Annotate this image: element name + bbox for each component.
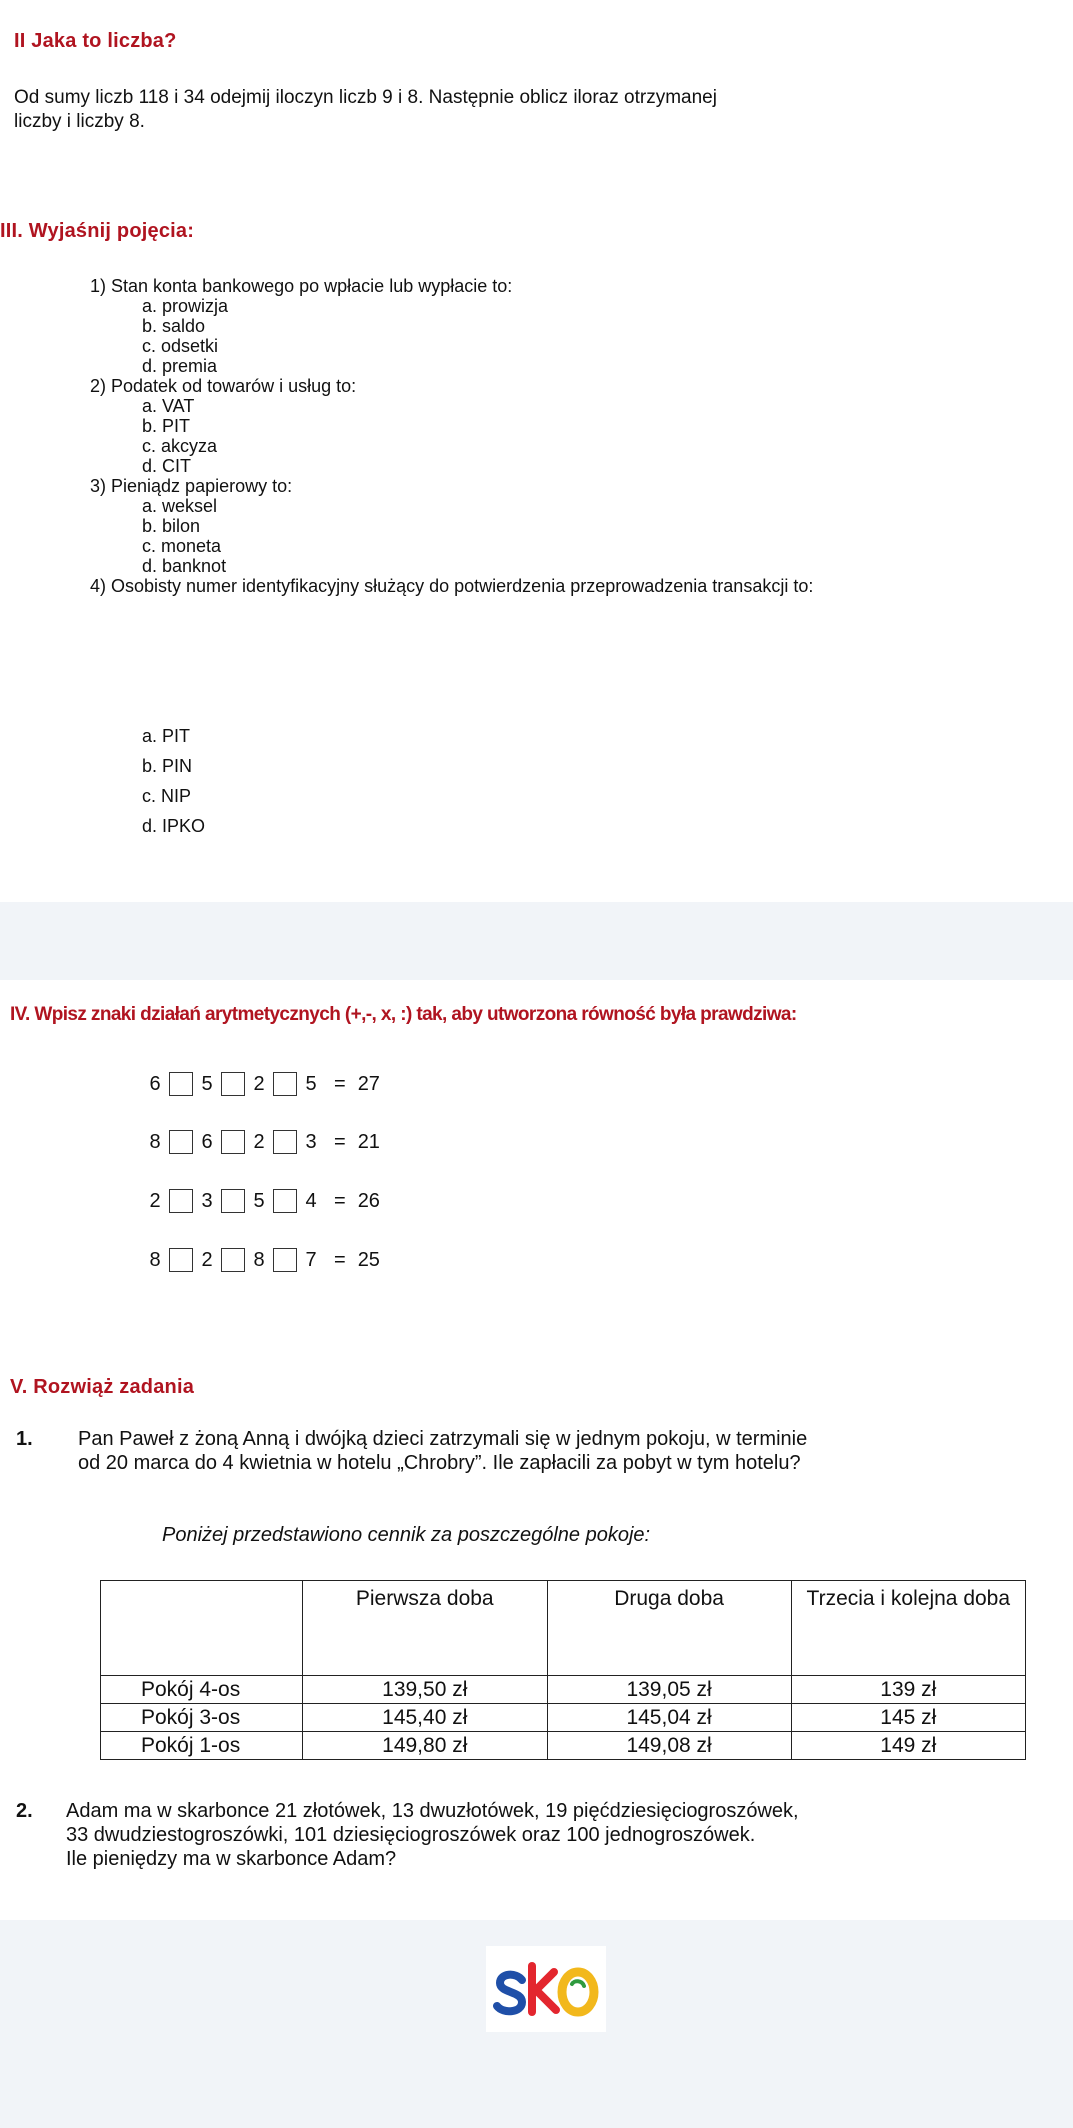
equation-3 bbox=[146, 1183, 380, 1219]
question-2-option-b: b. PIT bbox=[142, 416, 191, 436]
sko-logo-graphic bbox=[486, 1946, 606, 2032]
task-1-line-1: Pan Paweł z żoną Anną i dwójką dzieci zatrzymali się w jednym pokoju, w terminie bbox=[78, 1428, 808, 1450]
equation-3-number-3: 5 bbox=[253, 1189, 265, 1212]
equation-3-equals: = bbox=[334, 1189, 346, 1212]
equation-4-number-2: 2 bbox=[201, 1248, 213, 1271]
equation-2 bbox=[146, 1124, 380, 1160]
question-2-option-a: a. VAT bbox=[142, 396, 195, 416]
equation-2-operator-box-2[interactable] bbox=[221, 1130, 245, 1154]
question-2-option-c: c. akcyza bbox=[142, 436, 218, 456]
price-table bbox=[100, 1580, 1026, 1760]
room-label: Pokój 3-os bbox=[101, 1704, 303, 1732]
table-row bbox=[101, 1704, 1026, 1732]
price-table-header-third-night: Trzecia i kolejna doba bbox=[791, 1581, 1025, 1676]
section-2-heading: II Jaka to liczba? bbox=[14, 30, 177, 52]
equation-4-operator-box-2[interactable] bbox=[221, 1248, 245, 1272]
question-3-option-b: b. bilon bbox=[142, 516, 201, 536]
price-cell: 149 zł bbox=[791, 1732, 1025, 1760]
equation-4-equals: = bbox=[334, 1248, 346, 1271]
equation-2-equals: = bbox=[334, 1130, 346, 1153]
equation-1-result: 27 bbox=[357, 1072, 380, 1095]
room-label: Pokój 1-os bbox=[101, 1732, 303, 1760]
price-cell: 139 zł bbox=[791, 1676, 1025, 1704]
equation-3-number-1: 2 bbox=[149, 1189, 161, 1212]
price-cell: 145 zł bbox=[791, 1704, 1025, 1732]
task-2-line-2: 33 dwudziestogroszówki, 101 dziesięciogroszówek oraz 100 jednogroszówek. bbox=[66, 1824, 756, 1846]
table-row bbox=[101, 1676, 1026, 1704]
section-2-text-line-1: Od sumy liczb 118 i 34 odejmij iloczyn liczb 9 i 8. Następnie oblicz iloraz otrzymanej bbox=[14, 87, 717, 108]
equation-2-number-2: 6 bbox=[201, 1130, 213, 1153]
question-4-option-b: b. PIN bbox=[142, 756, 193, 776]
question-1-option-a: a. prowizja bbox=[142, 296, 229, 316]
question-1-option-d: d. premia bbox=[142, 356, 218, 376]
price-table-header-first-night: Pierwsza doba bbox=[302, 1581, 547, 1676]
equation-2-operator-box-1[interactable] bbox=[169, 1130, 193, 1154]
table-row bbox=[101, 1732, 1026, 1760]
question-3-option-a: a. weksel bbox=[142, 496, 218, 516]
equation-4 bbox=[146, 1242, 380, 1278]
task-1-line-2: od 20 marca do 4 kwietnia w hotelu „Chrobry”. Ile zapłacili za pobyt w tym hotelu? bbox=[78, 1452, 801, 1474]
question-4-option-d: d. IPKO bbox=[142, 816, 206, 836]
section-3-heading: III. Wyjaśnij pojęcia: bbox=[0, 220, 195, 242]
question-block-1 bbox=[90, 276, 813, 596]
task-1-number: 1. bbox=[16, 1428, 33, 1450]
equation-4-number-3: 8 bbox=[253, 1248, 265, 1271]
sko-logo bbox=[486, 1946, 606, 2032]
question-block-4-options bbox=[90, 726, 205, 846]
price-cell: 139,05 zł bbox=[547, 1676, 791, 1704]
price-table-header-second-night: Druga doba bbox=[547, 1581, 791, 1676]
equation-1-operator-box-1[interactable] bbox=[169, 1072, 193, 1096]
question-4-option-a: a. PIT bbox=[142, 726, 191, 746]
room-label: Pokój 4-os bbox=[101, 1676, 303, 1704]
question-3-option-c: c. moneta bbox=[142, 536, 222, 556]
equation-4-number-1: 8 bbox=[149, 1248, 161, 1271]
equation-2-number-4: 3 bbox=[305, 1130, 317, 1153]
equation-3-result: 26 bbox=[357, 1189, 380, 1212]
price-table-header-row bbox=[101, 1581, 1026, 1676]
question-1: 1) Stan konta bankowego po wpłacie lub wypłacie to: bbox=[90, 276, 513, 296]
price-cell: 149,08 zł bbox=[547, 1732, 791, 1760]
question-3: 3) Pieniądz papierowy to: bbox=[90, 476, 293, 496]
equation-1-equals: = bbox=[334, 1072, 346, 1095]
equation-3-operator-box-2[interactable] bbox=[221, 1189, 245, 1213]
task-2-line-1: Adam ma w skarbonce 21 złotówek, 13 dwuzłotówek, 19 pięćdziesięciogroszówek, bbox=[66, 1800, 799, 1822]
price-cell: 145,40 zł bbox=[302, 1704, 547, 1732]
question-2-option-d: d. CIT bbox=[142, 456, 192, 476]
question-1-option-c: c. odsetki bbox=[142, 336, 219, 356]
equation-4-operator-box-1[interactable] bbox=[169, 1248, 193, 1272]
task-2-number: 2. bbox=[16, 1800, 33, 1822]
question-2: 2) Podatek od towarów i usług to: bbox=[90, 376, 357, 396]
question-3-option-d: d. banknot bbox=[142, 556, 227, 576]
section-2-text-line-2: liczby i liczby 8. bbox=[14, 111, 145, 132]
section-4-heading: IV. Wpisz znaki działań arytmetycznych (+,-, x, :) tak, aby utworzona równość była prawdziwa: bbox=[10, 1004, 797, 1025]
equation-1 bbox=[146, 1066, 380, 1102]
section-5-heading: V. Rozwiąż zadania bbox=[10, 1376, 195, 1398]
equation-4-operator-box-3[interactable] bbox=[273, 1248, 297, 1272]
equation-3-operator-box-1[interactable] bbox=[169, 1189, 193, 1213]
price-table-header-empty bbox=[101, 1581, 303, 1676]
price-cell: 139,50 zł bbox=[302, 1676, 547, 1704]
equation-1-number-2: 5 bbox=[201, 1072, 213, 1095]
equation-1-operator-box-2[interactable] bbox=[221, 1072, 245, 1096]
price-cell: 149,80 zł bbox=[302, 1732, 547, 1760]
task-2-line-3: Ile pieniędzy ma w skarbonce Adam? bbox=[66, 1848, 397, 1870]
question-4: 4) Osobisty numer identyfikacyjny służący do potwierdzenia przeprowadzenia transakcji to: bbox=[90, 576, 814, 596]
equation-3-number-4: 4 bbox=[305, 1189, 317, 1212]
question-1-option-b: b. saldo bbox=[142, 316, 206, 336]
equation-2-operator-box-3[interactable] bbox=[273, 1130, 297, 1154]
question-4-option-c: c. NIP bbox=[142, 786, 192, 806]
equation-2-number-1: 8 bbox=[149, 1130, 161, 1153]
separator-band bbox=[0, 902, 1073, 980]
table-caption: Poniżej przedstawiono cennik za poszczególne pokoje: bbox=[162, 1524, 651, 1546]
equation-3-operator-box-3[interactable] bbox=[273, 1189, 297, 1213]
equation-3-number-2: 3 bbox=[201, 1189, 213, 1212]
equation-4-number-4: 7 bbox=[305, 1248, 317, 1271]
equation-1-number-3: 2 bbox=[253, 1072, 265, 1095]
equation-1-operator-box-3[interactable] bbox=[273, 1072, 297, 1096]
equation-1-number-1: 6 bbox=[149, 1072, 161, 1095]
equation-4-result: 25 bbox=[357, 1248, 380, 1271]
equation-2-result: 21 bbox=[357, 1130, 380, 1153]
equation-1-number-4: 5 bbox=[305, 1072, 317, 1095]
price-cell: 145,04 zł bbox=[547, 1704, 791, 1732]
equation-2-number-3: 2 bbox=[253, 1130, 265, 1153]
